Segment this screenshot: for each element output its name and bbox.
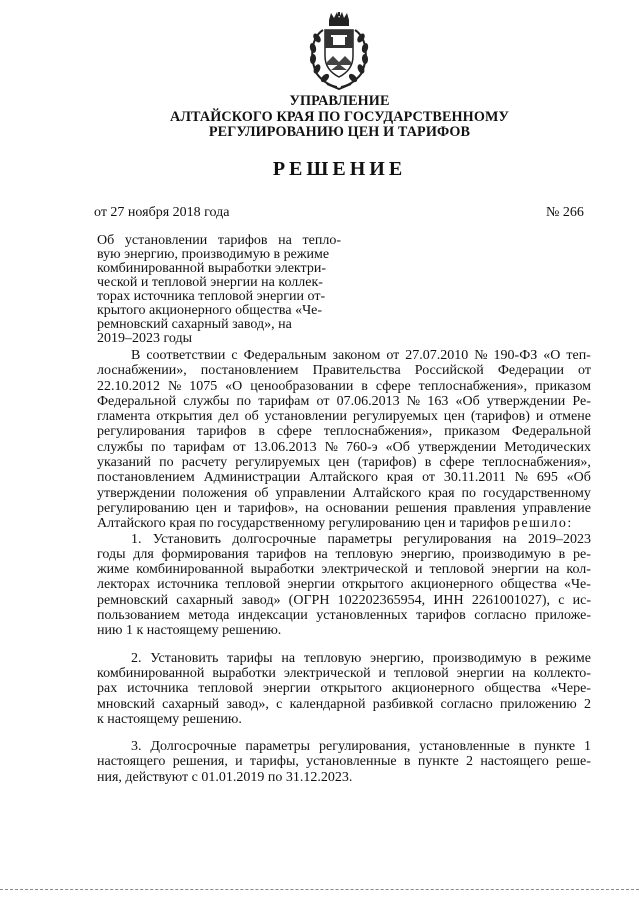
decided-word: решило: <box>512 516 573 532</box>
item2-line: 2. Установить тарифы на тепловую энергию, производимую в режиме <box>131 650 591 666</box>
subject-line: 2019–2023 годы <box>97 331 193 346</box>
preamble-line: утверждении положения об управлении Алтайского края по государственному <box>97 485 591 501</box>
item1-line: нию 1 к настоящему решению. <box>97 623 282 639</box>
item3-line: 3. Долгосрочные параметры регулирования, установленные в пункте 1 <box>131 739 591 755</box>
document-number: № 266 <box>546 205 584 220</box>
org-line: РЕГУЛИРОВАНИЮ ЦЕН И ТАРИФОВ <box>208 124 471 140</box>
subject-line: Об установлении тарифов на тепло- <box>97 233 341 248</box>
preamble-last-text: Алтайского края по государственному регулированию цен и тарифов <box>97 516 510 532</box>
org-line: УПРАВЛЕНИЕ <box>289 93 390 109</box>
item1-line: жиме комбинированной выработки электрической и тепловой энергии на кол- <box>97 562 591 578</box>
item1-line: 1. Установить долгосрочные параметры регулирования на 2019–2023 <box>131 531 591 547</box>
item-2-paragraph <box>97 651 591 727</box>
organization-name <box>0 94 639 141</box>
preamble-line: В соответствии с Федеральным законом от 27.07.2010 № 190-ФЗ «О теп- <box>131 348 591 363</box>
org-line: АЛТАЙСКОГО КРАЯ ПО ГОСУДАРСТВЕННОМУ <box>170 108 509 125</box>
item2-line: к настоящему решению. <box>97 711 242 727</box>
item-3-paragraph <box>97 739 591 785</box>
preamble-last-line <box>97 516 591 531</box>
page-bottom-rule <box>0 889 639 890</box>
preamble-line: лоснабжении», постановлением Правительства Российской Федерации от <box>97 363 591 379</box>
item2-line: комбинированной выработки электрической и тепловой энергии на коллекто- <box>97 665 591 681</box>
item-1-paragraph <box>97 532 591 639</box>
preamble-line: регулирования тарифов в сфере теплоснабжения», приказом Федеральной <box>97 424 591 440</box>
preamble-line: Федеральной службы по тарифам от 07.06.2013 № 163 «Об утверждении Ре- <box>97 393 591 409</box>
preamble-line: указаний по расчету регулируемых цен (тарифов) в сфере теплоснабжения», <box>97 455 591 471</box>
item2-line: мновский сахарный завод», с календарной разбивкой согласно приложению 2 <box>97 696 591 712</box>
document-subject <box>97 234 341 346</box>
subject-line: вую энергию, производимую в режиме <box>97 247 330 262</box>
altai-krai-coat-of-arms-icon <box>303 12 375 90</box>
item1-line: годы для формирования тарифов на тепловую энергию, производимую в ре- <box>97 546 591 562</box>
subject-line: комбинированной выработки электри- <box>97 261 326 276</box>
subject-line: ческой и тепловой энергии на коллек- <box>97 275 323 290</box>
item1-line: ремновский сахарный завод» (ОГРН 102202365954, ИНН 2261001027), с ис- <box>97 592 591 608</box>
item1-line: пользованием метода индексации установленных тарифов согласно приложе- <box>97 608 591 624</box>
preamble-line: гламента открытия дел об установлении регулируемых цен (тарифов) и отмене <box>97 409 591 425</box>
document-body <box>97 348 591 785</box>
preamble-line: службы по тарифам от 13.06.2013 № 760-э «Об утверждении Методических <box>97 439 591 455</box>
subject-line: ремновский сахарный завод», на <box>97 317 292 332</box>
preamble-line: 22.10.2012 № 1075 «О ценообразовании в сфере теплоснабжения», приказом <box>97 378 591 394</box>
item3-line: настоящего решения, и тарифы, установленные в пункте 2 настоящего реше- <box>97 754 591 770</box>
preamble-line: постановлением Администрации Алтайского края от 30.11.2011 № 695 «Об <box>97 470 591 486</box>
item3-line: ния, действуют с 01.01.2019 по 31.12.2023. <box>97 769 353 785</box>
item2-line: рах источника тепловой энергии открытого акционерного общества «Чере- <box>97 681 591 697</box>
preamble-paragraph <box>97 348 591 516</box>
subject-line: торах источника тепловой энергии от- <box>97 289 326 304</box>
document-title: РЕШЕНИЕ <box>272 158 407 180</box>
item1-line: лекторах источника тепловой энергии открытого акционерного общества «Че- <box>97 577 591 593</box>
document-date: от 27 ноября 2018 года <box>94 205 230 220</box>
subject-line: крытого акционерного общества «Че- <box>97 303 323 318</box>
preamble-line: регулированию цен и тарифов», на основании решения правления управление <box>97 500 591 516</box>
